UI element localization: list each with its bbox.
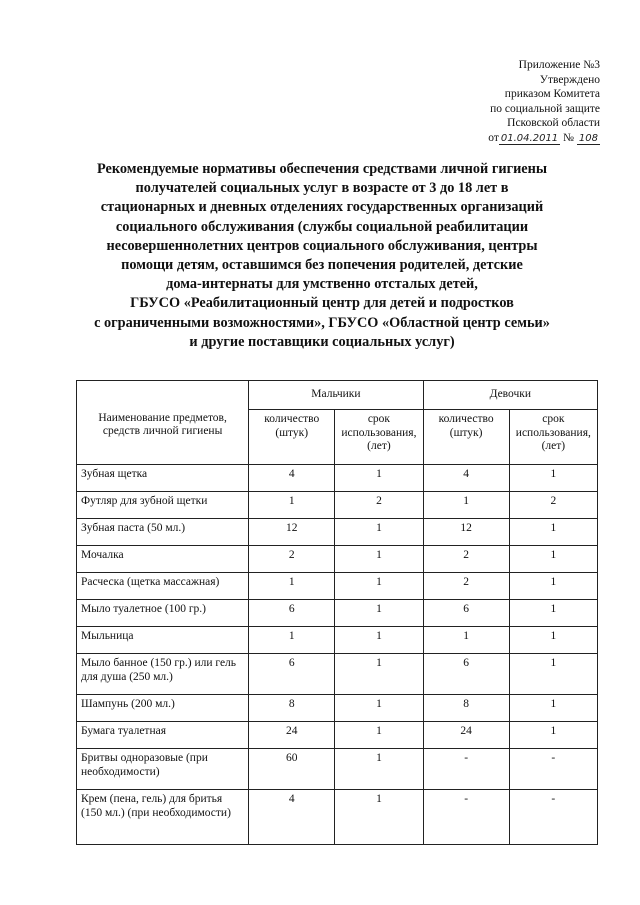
item-name: Зубная паста (50 мл.) (77, 519, 249, 546)
girls-term: - (509, 790, 597, 845)
item-name: Зубная щетка (77, 465, 249, 492)
table-row (77, 627, 598, 654)
table-row (77, 722, 598, 749)
table-header-row (77, 381, 598, 410)
boys-qty: 1 (249, 627, 335, 654)
table-row (77, 519, 598, 546)
header-boys: Мальчики (249, 381, 423, 410)
girls-term: - (509, 749, 597, 790)
order-date-line (400, 131, 600, 147)
table-row (77, 546, 598, 573)
title-line: получателей социальных услуг в возрасте от 3 до 18 лет в (135, 180, 509, 197)
boys-term: 1 (335, 519, 423, 546)
table-row (77, 600, 598, 627)
table-row (77, 492, 598, 519)
document-title (48, 160, 596, 352)
boys-term: 1 (335, 790, 423, 845)
girls-term: 2 (509, 492, 597, 519)
item-name: Мыльница (77, 627, 249, 654)
approved-label: Утверждено (539, 73, 600, 86)
boys-term: 2 (335, 492, 423, 519)
title-line: дома-интернаты для умственно отсталых детей, (166, 276, 478, 293)
table-row (77, 695, 598, 722)
boys-qty: 24 (249, 722, 335, 749)
girls-qty: 24 (423, 722, 509, 749)
date-prefix: от (488, 131, 499, 144)
boys-term: 1 (335, 627, 423, 654)
girls-term: 1 (509, 573, 597, 600)
girls-qty: 4 (423, 465, 509, 492)
title-line: ГБУСО «Реабилитационный центр для детей и подростков (130, 295, 514, 312)
boys-qty: 60 (249, 749, 335, 790)
committee-label: по социальной защите (490, 102, 600, 115)
boys-qty: 8 (249, 695, 335, 722)
girls-qty: 6 (423, 654, 509, 695)
girls-term: 1 (509, 722, 597, 749)
boys-qty: 6 (249, 600, 335, 627)
title-line: с ограниченными возможностями», ГБУСО «Областной центр семьи» (94, 314, 550, 331)
boys-term: 1 (335, 695, 423, 722)
girls-qty: 2 (423, 546, 509, 573)
region-label: Псковской области (507, 117, 600, 130)
boys-term: 1 (335, 600, 423, 627)
girls-qty: 12 (423, 519, 509, 546)
order-label: приказом Комитета (504, 88, 600, 101)
boys-term: 1 (335, 546, 423, 573)
boys-term: 1 (335, 573, 423, 600)
title-line: несовершеннолетних центров социального обслуживания, центры (106, 237, 538, 254)
order-date: 01.04.2011 (500, 132, 559, 144)
item-name: Крем (пена, гель) для бритья (150 мл.) (при необходимости) (77, 790, 249, 845)
girls-qty: - (423, 749, 509, 790)
boys-qty: 6 (249, 654, 335, 695)
table-row (77, 749, 598, 790)
annex-number: Приложение №3 (518, 59, 600, 71)
girls-term: 1 (509, 465, 597, 492)
table-row (77, 790, 598, 845)
boys-qty: 1 (249, 573, 335, 600)
boys-qty: 4 (249, 790, 335, 845)
item-name: Шампунь (200 мл.) (77, 695, 249, 722)
girls-qty: 2 (423, 573, 509, 600)
header-item-name: Наименование предметов, средств личной гигиены (77, 381, 249, 465)
boys-qty: 2 (249, 546, 335, 573)
item-name: Футляр для зубной щетки (77, 492, 249, 519)
approval-block (400, 58, 600, 147)
header-girls-qty: количество (штук) (423, 410, 509, 465)
title-line: стационарных и дневных отделениях государственных организаций (100, 199, 544, 216)
girls-qty: - (423, 790, 509, 845)
girls-term: 1 (509, 695, 597, 722)
item-name: Расческа (щетка массажная) (77, 573, 249, 600)
number-label: № (563, 131, 575, 144)
girls-qty: 6 (423, 600, 509, 627)
title-line: и другие поставщики социальных услуг) (189, 333, 455, 350)
girls-term: 1 (509, 600, 597, 627)
boys-qty: 4 (249, 465, 335, 492)
boys-term: 1 (335, 465, 423, 492)
boys-term: 1 (335, 749, 423, 790)
item-name: Бритвы одноразовые (при необходимости) (77, 749, 249, 790)
boys-qty: 1 (249, 492, 335, 519)
girls-qty: 8 (423, 695, 509, 722)
girls-term: 1 (509, 519, 597, 546)
item-name: Мыло туалетное (100 гр.) (77, 600, 249, 627)
header-boys-term: срок использования, (лет) (335, 410, 423, 465)
order-number: 108 (578, 132, 598, 144)
item-name: Мочалка (77, 546, 249, 573)
boys-term: 1 (335, 654, 423, 695)
header-boys-qty: количество (штук) (249, 410, 335, 465)
table-row (77, 573, 598, 600)
title-line: помощи детям, оставшимся без попечения родителей, детские (121, 257, 523, 274)
girls-term: 1 (509, 627, 597, 654)
girls-term: 1 (509, 654, 597, 695)
boys-term: 1 (335, 722, 423, 749)
title-line: социального обслуживания (службы социальной реабилитации (115, 218, 529, 235)
item-name: Мыло банное (150 гр.) или гель для душа (250 мл.) (77, 654, 249, 695)
item-name: Бумага туалетная (77, 722, 249, 749)
header-girls-term: срок использования, (лет) (509, 410, 597, 465)
girls-qty: 1 (423, 492, 509, 519)
girls-qty: 1 (423, 627, 509, 654)
hygiene-norms-table (76, 380, 598, 845)
table-row (77, 465, 598, 492)
header-girls: Девочки (423, 381, 597, 410)
title-line: Рекомендуемые нормативы обеспечения средствами личной гигиены (96, 161, 548, 177)
table-row (77, 654, 598, 695)
boys-qty: 12 (249, 519, 335, 546)
girls-term: 1 (509, 546, 597, 573)
